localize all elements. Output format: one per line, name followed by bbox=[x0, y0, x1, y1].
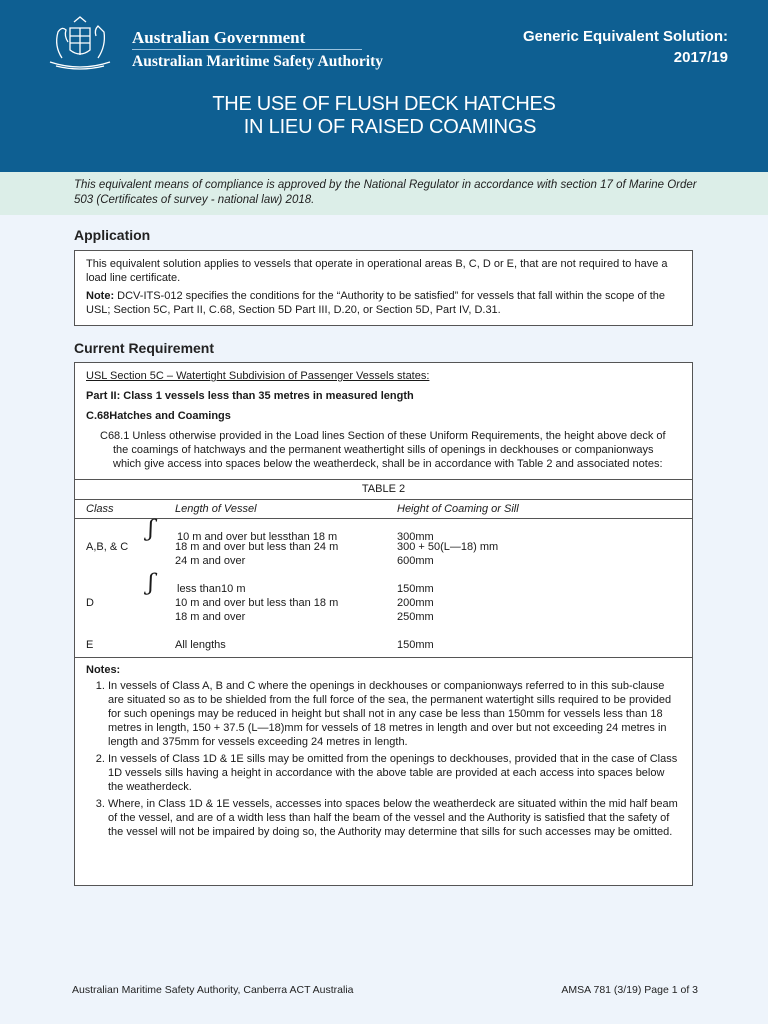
document-title-line2: IN LIEU OF RAISED COAMINGS bbox=[243, 116, 537, 138]
solution-badge bbox=[523, 26, 728, 68]
notes-heading: Notes: bbox=[86, 664, 121, 676]
part-heading: Part II: Class 1 vessels less than 35 metres in measured length bbox=[86, 390, 414, 402]
table-caption: TABLE 2 bbox=[75, 479, 692, 499]
table-cell-class: E bbox=[86, 639, 94, 651]
solution-label: Generic Equivalent Solution: bbox=[522, 28, 728, 45]
application-heading: Application bbox=[74, 227, 151, 243]
intro-text: This equivalent means of compliance is approved by the National Regulator in accordance with section 17 of Marine Order 503 (Certificates of survey - national law) 2018. bbox=[74, 179, 697, 206]
table-cell-height: 150mm bbox=[397, 583, 434, 595]
table-cell-length: 10 m and over but less than 18 m bbox=[175, 597, 339, 609]
table-cell-length: less than10 m bbox=[177, 583, 246, 595]
table-cell-height: 300mm bbox=[397, 531, 434, 543]
table-cell-length: All lengths bbox=[175, 639, 226, 651]
application-note bbox=[86, 289, 681, 317]
table-body bbox=[75, 518, 692, 657]
header-class: Class bbox=[86, 503, 114, 515]
clause-heading bbox=[86, 409, 681, 423]
solution-number: 2017/19 bbox=[673, 49, 728, 66]
clause-title: Hatches and Coamings bbox=[109, 410, 231, 422]
coat-of-arms-icon bbox=[40, 14, 120, 74]
intro-banner bbox=[0, 172, 768, 215]
clause-text: C68.1 Unless otherwise provided in the Load lines Section of these Uniform Requirements, the height above deck of the coamings of hatchways and the permanent weathertight sills of openings in deckhouses or companionways which give access into spaces below the weatherdeck, shall be in accordance with Table 2 and associated notes: bbox=[100, 430, 666, 470]
table-cell-class: D bbox=[86, 597, 94, 609]
divider bbox=[132, 49, 362, 50]
application-text: This equivalent solution applies to vessels that operate in operational areas B, C, D or E, that are not required to have a load line certificate. bbox=[86, 258, 668, 284]
table-cell-class: A,B, & C bbox=[86, 541, 129, 553]
government-name: Australian Government bbox=[132, 28, 306, 47]
agency-name: Australian Maritime Safety Authority bbox=[132, 53, 383, 70]
brace-icon: ʃ bbox=[148, 517, 154, 542]
header-length: Length of Vessel bbox=[175, 503, 257, 515]
table-cell-length: 24 m and over bbox=[175, 555, 246, 567]
table-cell-height: 200mm bbox=[397, 597, 434, 609]
table-cell-length: 18 m and over bbox=[175, 611, 246, 623]
current-requirement-box bbox=[74, 362, 693, 886]
table-cell-height: 600mm bbox=[397, 555, 434, 567]
table-header bbox=[75, 499, 692, 518]
header-height: Height of Coaming or Sill bbox=[397, 503, 519, 515]
current-requirement-heading: Current Requirement bbox=[74, 340, 215, 356]
table-cell-height: 250mm bbox=[397, 611, 434, 623]
clause-number: C.68 bbox=[86, 410, 110, 422]
document-title-line1: THE USE OF FLUSH DECK HATCHES bbox=[212, 93, 556, 115]
usl-line: USL Section 5C – Watertight Subdivision of Passenger Vessels states: bbox=[86, 370, 430, 382]
table-cell-length: 10 m and over but lessthan 18 m bbox=[177, 531, 338, 543]
notes-list bbox=[86, 679, 681, 839]
footer-left: Australian Maritime Safety Authority, Canberra ACT Australia bbox=[72, 984, 354, 996]
page-header bbox=[0, 0, 768, 172]
brace-icon: ʃ bbox=[148, 571, 154, 596]
note-label: Note: bbox=[86, 290, 115, 302]
note-item: 3. Where, in Class 1D & 1E vessels, accesses into spaces below the weatherdeck are situated within the mid half beam of the vessel, and are of a width less than half the beam of the vessel and the Authority is satisfied that the safety of the vessel will not be impaired by doing so, the Authority may determine that sills for such accesses may be omitted. bbox=[108, 797, 681, 839]
table-cell-height: 300 + 50(L—18) mm bbox=[397, 541, 499, 553]
footer-right: AMSA 781 (3/19) Page 1 of 3 bbox=[561, 984, 698, 996]
note-item: 1. In vessels of Class A, B and C where the openings in deckhouses or companionways referred to in this sub-clause are situated so as to be shielded from the full force of the sea, the permanent watertight sills required to be provided for such openings may be reduced in height but shall not in any case be less than 150mm for vessels less than 18 metres in length, 150 + 37.5 (L—18)mm for vessels of 18 metres in length and over but not exceeding 24 metres in length and 375mm for vessels exceeding 24 metres in length. bbox=[108, 679, 681, 749]
table-cell-length: 18 m and over but less than 24 m bbox=[175, 541, 339, 553]
note-item: 2. In vessels of Class 1D & 1E sills may be omitted from the openings to deckhouses, provided that in the case of Class 1D vessels sills having a height in accordance with the above table are provided at each access into spaces below the weatherdeck. bbox=[108, 752, 681, 794]
notes-section bbox=[75, 657, 692, 839]
table-cell-height: 150mm bbox=[397, 639, 434, 651]
application-box bbox=[74, 250, 693, 326]
note-text: DCV-ITS-012 specifies the conditions for the “Authority to be satisfied” for vessels that fall within the scope of the USL; Section 5C, Part II, C.68, Section 5D Part III, D.20, or Section 5D, Part IV, D.31. bbox=[86, 290, 665, 316]
